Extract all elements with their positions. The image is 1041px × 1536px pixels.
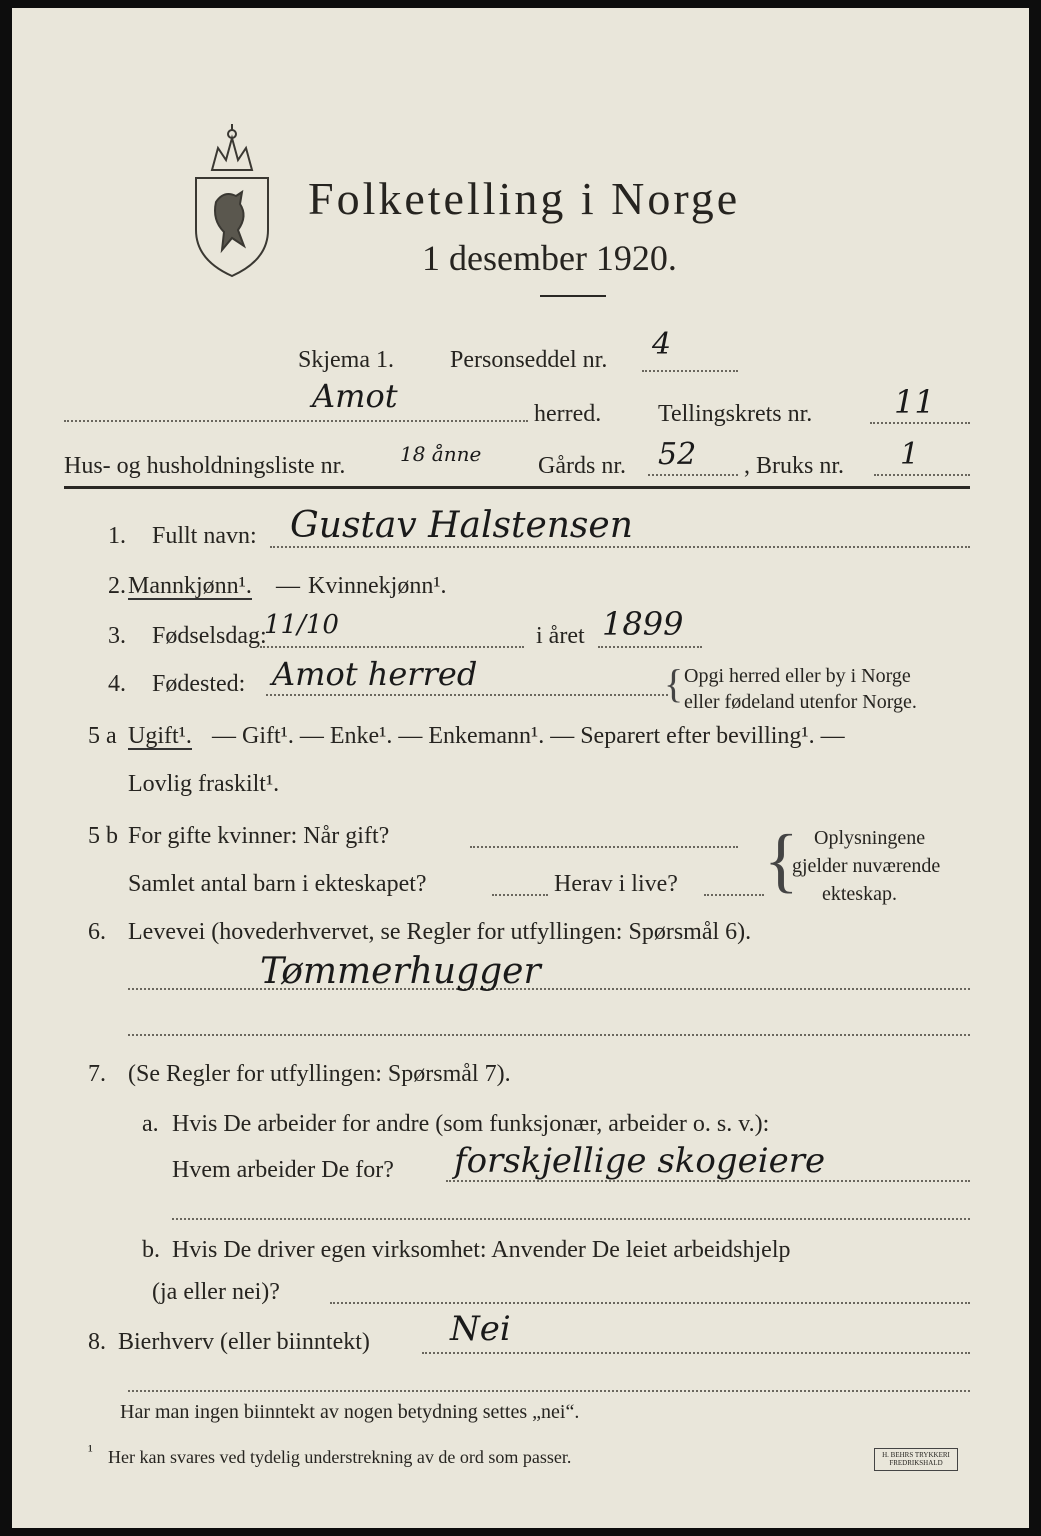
q7a-line1: Hvis De arbeider for andre (som funksjonær, arbeider o. s. v.): (172, 1111, 770, 1137)
q4-note-1: Opgi herred eller by i Norge (684, 665, 911, 687)
q3-day-value[interactable]: 11/10 (264, 610, 339, 640)
form-date: 1 desember 1920. (422, 238, 677, 278)
q5b-children-line (492, 894, 548, 896)
q7b-letter: b. (142, 1237, 160, 1263)
q2-number: 2. (108, 573, 126, 599)
q4-line (266, 694, 668, 696)
q8-value[interactable]: Nei (450, 1309, 511, 1349)
q7a-line2: Hvem arbeider De for? (172, 1157, 394, 1183)
q5b-number: 5 b (88, 823, 118, 849)
form-title: Folketelling i Norge (308, 173, 741, 224)
census-form (12, 8, 1029, 1528)
q5b-line2b: Herav i live? (554, 871, 678, 897)
q3-label: Fødselsdag: (152, 623, 267, 649)
q6-line-1 (128, 988, 970, 990)
personseddel-label: Personseddel nr. (450, 347, 608, 373)
q5b-brace: { (764, 820, 799, 900)
q7b-line1: Hvis De driver egen virksomhet: Anvender De leiet arbeidshjelp (172, 1237, 791, 1263)
q6-label: Levevei (hovederhvervet, se Regler for utfyllingen: Spørsmål 6). (128, 919, 752, 945)
q2-dash: — (276, 573, 300, 599)
bruks-value[interactable]: 1 (900, 437, 920, 472)
q4-brace: { (664, 661, 684, 706)
printer-stamp: H. BEHRS TRYKKERI FREDRIKSHALD (874, 1448, 958, 1471)
q5a-other-options[interactable]: — Gift¹. — Enke¹. — Enkemann¹. — Separert efter bevilling¹. — (212, 723, 845, 749)
bruks-label: , Bruks nr. (744, 453, 845, 479)
q4-birthplace-value[interactable]: Amot herred (272, 655, 478, 693)
q3-year-line (598, 646, 702, 648)
q7b-line2: (ja eller nei)? (152, 1279, 280, 1305)
q8-line (422, 1352, 970, 1354)
tellingskrets-value[interactable]: 11 (894, 383, 935, 421)
q1-line (270, 546, 970, 548)
q1-number: 1. (108, 523, 126, 549)
bruks-line (874, 474, 970, 476)
q5b-note-1: Oplysningene (814, 827, 926, 849)
q3-number: 3. (108, 623, 126, 649)
q6-line-2 (128, 1034, 970, 1036)
herred-line (64, 420, 528, 422)
personseddel-line (642, 370, 738, 372)
schema-label: Skjema 1. (298, 347, 394, 373)
footer-note: Har man ingen biinntekt av nogen betydning settes „nei“. (120, 1401, 580, 1423)
q5b-line2a: Samlet antal barn i ekteskapet? (128, 871, 427, 897)
q8-number: 8. (88, 1329, 106, 1355)
herred-value[interactable]: Amot (312, 377, 398, 415)
hus-label: Hus- og husholdningsliste nr. (64, 453, 346, 479)
herred-label: herred. (534, 401, 602, 427)
q6-number: 6. (88, 919, 106, 945)
q7b-answer-line (330, 1302, 970, 1304)
q2-female-option[interactable]: Kvinnekjønn¹. (308, 573, 447, 599)
q4-number: 4. (108, 671, 126, 697)
q3-year-value[interactable]: 1899 (602, 605, 684, 643)
q8-label: Bierhverv (eller biinntekt) (118, 1329, 370, 1355)
q7a-letter: a. (142, 1111, 159, 1137)
q3-day-line (260, 646, 524, 648)
q7-number: 7. (88, 1061, 106, 1087)
q1-label: Fullt navn: (152, 523, 257, 549)
gards-line (648, 474, 738, 476)
footnote-mark: ¹ (88, 1443, 93, 1460)
q8-line-2 (128, 1390, 970, 1392)
title-divider (540, 295, 606, 297)
q7a-line-2 (172, 1218, 970, 1220)
footnote-text: Her kan svares ved tydelig understrekning av de ord som passer. (108, 1447, 572, 1467)
q6-occupation-value[interactable]: Tømmerhugger (260, 951, 541, 992)
q5b-note-3: ekteskap. (822, 883, 897, 905)
norway-coat-of-arms-icon (188, 120, 276, 280)
personseddel-value[interactable]: 4 (652, 327, 672, 362)
q1-name-value[interactable]: Gustav Halstensen (290, 505, 633, 546)
q5b-alive-line (704, 894, 764, 896)
header-rule (64, 486, 970, 489)
q5b-note-2: gjelder nuværende (792, 855, 941, 877)
q5a-ugift-option[interactable]: Ugift¹. (128, 723, 192, 749)
tellingskrets-line (870, 422, 970, 424)
q5a-line2[interactable]: Lovlig fraskilt¹. (128, 771, 280, 797)
gards-value[interactable]: 52 (658, 437, 697, 472)
gards-label: Gårds nr. (538, 453, 626, 479)
q2-male-option[interactable]: Mannkjønn¹. (128, 573, 252, 599)
q5b-married-line (470, 846, 738, 848)
q5a-number: 5 a (88, 723, 117, 749)
q7-label: (Se Regler for utfyllingen: Spørsmål 7). (128, 1061, 511, 1087)
tellingskrets-label: Tellingskrets nr. (658, 401, 813, 427)
q5b-line1: For gifte kvinner: Når gift? (128, 823, 390, 849)
q4-note-2: eller fødeland utenfor Norge. (684, 691, 917, 713)
hus-value[interactable]: 18 ånne (400, 442, 482, 466)
q3-year-label: i året (536, 623, 585, 649)
q4-label: Fødested: (152, 671, 246, 697)
q7a-employer-value[interactable]: forskjellige skogeiere (454, 1141, 826, 1181)
